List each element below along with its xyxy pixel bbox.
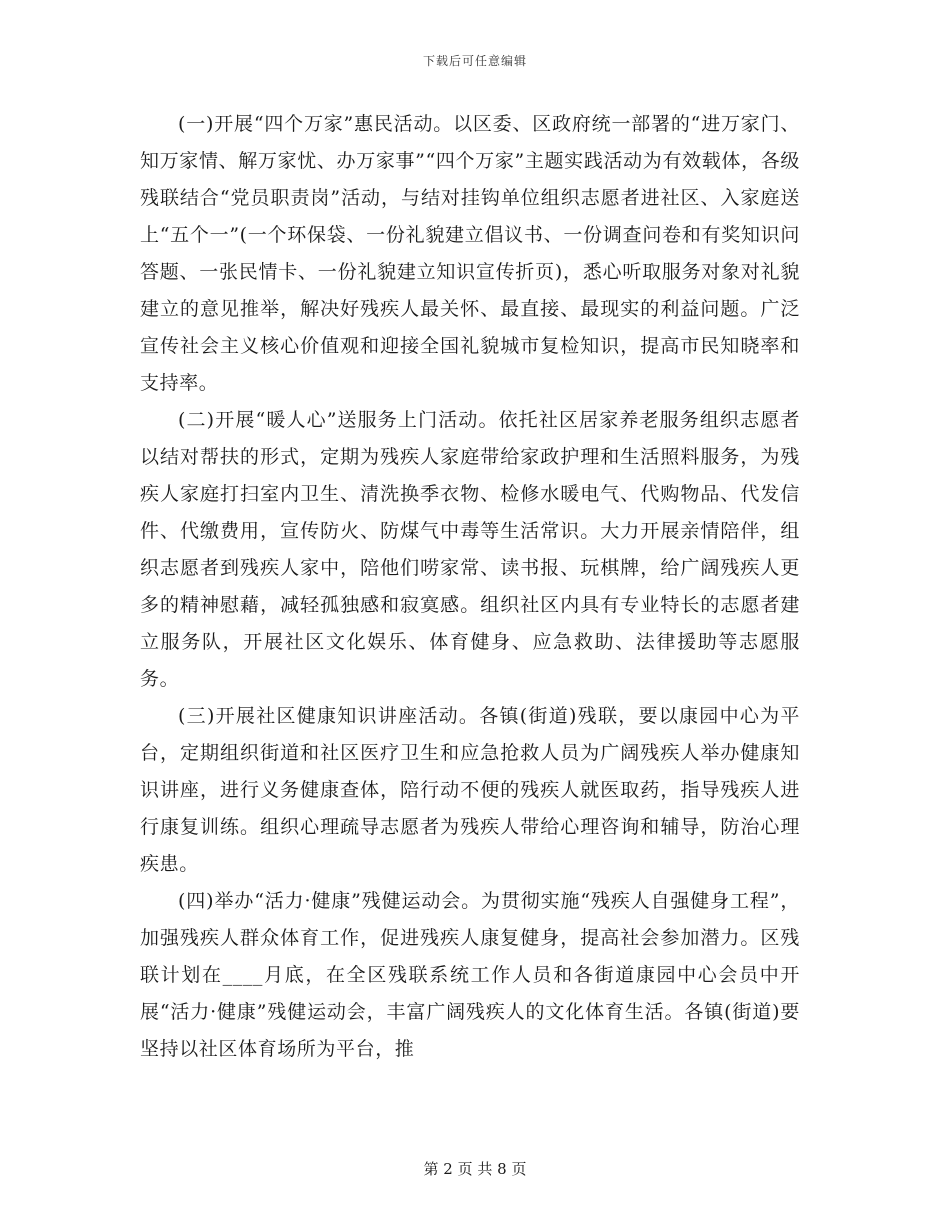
- document-body: [140, 106, 800, 1068]
- paragraph-1: (一)开展“四个万家”惠民活动。以区委、区政府统一部署的“进万家门、知万家情、解万家忧、办万家事”“四个万家”主题实践活动为有效载体，各级残联结合“党员职责岗”活动，与结对挂钩单位组织志愿者进社区、入家庭送上“五个一”(一个环保袋、一份礼貌建立倡议书、一份调查问卷和有奖知识问答题、一张民情卡、一份礼貌建立知识宣传折页)，悉心听取服务对象对礼貌建立的意见推举，解决好残疾人最关怀、最直接、最现实的利益问题。广泛宣传社会主义核心价值观和迎接全国礼貌城市复检知识，提高市民知晓率和支持率。: [140, 113, 800, 394]
- paragraph-3: (三)开展社区健康知识讲座活动。各镇(街道)残联，要以康园中心为平台，定期组织街道和社区医疗卫生和应急抢救人员为广阔残疾人举办健康知识讲座，进行义务健康查体，陪行动不便的残疾人就医取药，指导残疾人进行康复训练。组织心理疏导志愿者为残疾人带给心理咨询和辅导，防治心理疾患。: [140, 705, 800, 875]
- page-number: 第 2 页 共 8 页: [423, 1160, 527, 1178]
- page-header-note: 下载后可任意编辑: [422, 54, 527, 68]
- paragraph-2: (二)开展“暖人心”送服务上门活动。依托社区居家养老服务组织志愿者以结对帮扶的形式，定期为残疾人家庭带给家政护理和生活照料服务，为残疾人家庭打扫室内卫生、清洗换季衣物、检修水暖电气、代购物品、代发信件、代缴费用，宣传防火、防煤气中毒等生活常识。大力开展亲情陪伴，组织志愿者到残疾人家中，陪他们唠家常、读书报、玩棋牌，给广阔残疾人更多的精神慰藉，减轻孤独感和寂寞感。组织社区内具有专业特长的志愿者建立服务队，开展社区文化娱乐、体育健身、应急救助、法律援助等志愿服务。: [140, 409, 800, 690]
- paragraph-4: (四)举办“活力·健康”残健运动会。为贯彻实施“残疾人自强健身工程”，加强残疾人群众体育工作，促进残疾人康复健身，提高社会参加潜力。区残联计划在____月底，在全区残联系统工作人员和各街道康园中心会员中开展“活力·健康”残健运动会，丰富广阔残疾人的文化体育生活。各镇(街道)要坚持以社区体育场所为平台，推: [140, 890, 800, 1060]
